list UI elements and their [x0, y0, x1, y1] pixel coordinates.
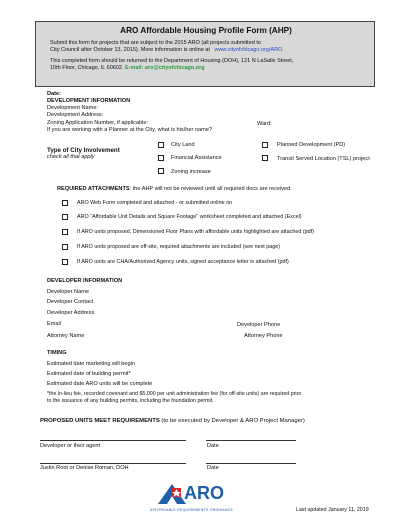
doh-signature-line[interactable] [40, 463, 186, 464]
city-land-label: City Land [171, 142, 195, 148]
planner-label: If you are working with a Planner at the City, what is his/her name? [47, 127, 212, 133]
attachment-item-1: ARO Web Form completed and attached - or submitted online on [77, 200, 233, 206]
completion-date-label: Estimated date ARO units will be complete [47, 381, 153, 387]
developer-phone-label: Developer Phone [237, 322, 281, 328]
zoning-increase-label: Zoning increase [171, 169, 211, 175]
attachment-checkbox-4[interactable] [62, 244, 68, 250]
attachment-checkbox-5[interactable] [62, 259, 68, 265]
aro-email-link[interactable]: aro@cityofchicago.org [144, 64, 205, 71]
last-updated-text: Last updated January 11, 2019 [296, 507, 369, 513]
attachment-item-3: If ARO units proposed, Dimensioned Floor Plans with affordable units highlighted are attached (pdf) [77, 229, 314, 235]
attachment-checkbox-3[interactable] [62, 229, 68, 235]
planned-development-checkbox[interactable] [262, 142, 268, 148]
aro-website-link[interactable]: www.cityofchicago.org/ARO. [214, 46, 284, 53]
timing-footnote-line-2: to the issuance of any building permits, including the foundation permit. [47, 398, 214, 404]
developer-signature-line[interactable] [40, 440, 186, 441]
zoning-label: Zoning Application Number, if applicable: [47, 120, 149, 126]
date-label: Date: [47, 91, 61, 97]
developer-section-title: DEVELOPER INFORMATION [47, 278, 123, 284]
developer-contact-label: Developer Contact [47, 299, 94, 305]
development-name-label: Development Name: [47, 105, 98, 111]
timing-section-title: TIMING [47, 350, 67, 356]
attachment-item-4: If ARO units proposed are off-site, required attachments are included (see next page) [77, 244, 281, 250]
required-attachments-heading: REQUIRED ATTACHMENTS: the AHP will not be reviewed until all required docs are received [57, 186, 291, 192]
city-involvement-subtitle: check all that apply [47, 154, 95, 160]
attachment-checkbox-1[interactable] [62, 200, 68, 206]
developer-signature-label: Developer or their agent [40, 443, 101, 449]
planned-development-label: Planned Development (PD) [277, 142, 346, 148]
tsl-project-label: Transit Served Location (TSL) project [277, 156, 370, 162]
date-line-1[interactable] [206, 440, 296, 441]
header-paragraph-2: This completed form should be returned to the Department of Housing (DOH), 121 N LaSalle Street, 10th Floor, Chicago, IL 60602. E-mail: aro@cityofchicago.org [50, 58, 294, 71]
requirements-heading: PROPOSED UNITS MEET REQUIREMENTS (to be executed by Developer & ARO Project Manager) [40, 418, 305, 424]
header-box [35, 21, 375, 87]
financial-assistance-label: Financial Assistance [171, 155, 222, 161]
timing-footnote-line-1: *the in-lieu fee, recorded covenant and $5,000 per unit administration fee (for off-site units) are required prior [47, 391, 302, 397]
attorney-phone-label: Attorney Phone [244, 333, 283, 339]
date-label-2: Date [207, 465, 219, 471]
date-line-2[interactable] [206, 463, 296, 464]
developer-address-label: Developer Address [47, 310, 95, 316]
aro-logo-text: ARO [184, 483, 224, 503]
zoning-increase-checkbox[interactable] [158, 168, 164, 174]
ward-label: Ward: [257, 121, 272, 127]
permit-date-label: Estimated date of building permit* [47, 371, 131, 377]
date-label-1: Date [207, 443, 219, 449]
city-land-checkbox[interactable] [158, 142, 164, 148]
attorney-name-label: Attorney Name [47, 333, 85, 339]
header-paragraph-1: Submit this form for projects that are subject to the 2015 ARO (all projects submitted to City Council after October 13, 2015). More information is online at www.cityofchicago.org/ARO. [50, 40, 284, 53]
tsl-project-checkbox[interactable] [262, 155, 268, 161]
aro-logo-subtitle: AFFORDABLE REQUIREMENTS ORDINANCE [150, 508, 234, 512]
financial-assistance-checkbox[interactable] [158, 155, 164, 161]
city-involvement-title: Type of City Involvement [47, 147, 120, 154]
marketing-date-label: Estimated date marketing will begin [47, 361, 135, 367]
attachment-item-5: If ARO units are CHA/Authorized Agency units, signed acceptance letter is attached (pdf) [77, 259, 289, 265]
attachment-item-2: ARO "Affordable Unit Details and Square Footage" worksheet completed and attached (Excel) [77, 214, 302, 220]
doh-signature-label: Justin Root or Denise Roman, DOH [40, 465, 129, 471]
development-section-title: DEVELOPMENT INFORMATION [47, 98, 131, 104]
email-label: Email [47, 321, 61, 327]
developer-name-label: Developer Name [47, 289, 89, 295]
development-address-label: Development Address: [47, 112, 104, 118]
aro-logo [150, 476, 236, 516]
form-title: ARO Affordable Housing Profile Form (AHP) [120, 26, 292, 35]
attachment-checkbox-2[interactable] [62, 214, 68, 220]
